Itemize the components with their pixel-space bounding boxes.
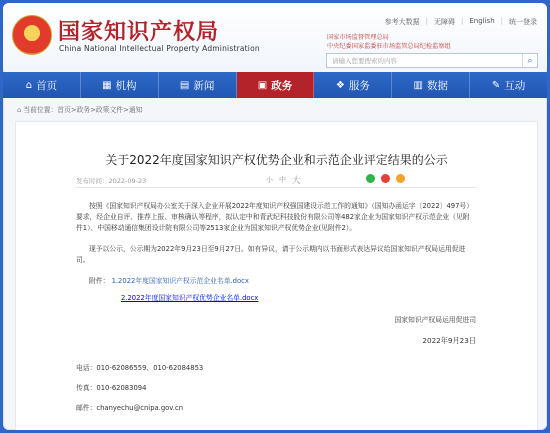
location-icon: ⌂ <box>17 106 22 114</box>
contact-email[interactable]: 邮件：chanyechu@cnipa.gov.cn <box>76 404 184 413</box>
interaction-icon: ✎ <box>491 79 501 91</box>
site-subtitle: China National Intellectual Property Administration <box>59 44 260 53</box>
search-input[interactable]: 请输入您要搜索的内容 <box>332 57 397 65</box>
national-emblem-icon <box>12 15 52 55</box>
font-size-small[interactable]: 小 <box>266 176 273 184</box>
top-link-accessibility[interactable]: 无障碍 <box>434 18 455 26</box>
nav-label: 机构 <box>115 79 137 92</box>
browser-frame <box>3 3 547 430</box>
news-icon: ▤ <box>179 79 190 91</box>
top-link-english[interactable]: English <box>469 17 495 25</box>
font-size-medium[interactable]: 中 <box>279 176 286 184</box>
org-links <box>327 34 451 51</box>
separator: | <box>461 17 464 25</box>
font-size-switcher <box>266 175 301 186</box>
site-header <box>3 3 547 69</box>
site-title[interactable]: 国家知识产权局 <box>58 20 220 45</box>
nav-item-institutions[interactable] <box>81 72 159 98</box>
wechat-icon[interactable] <box>366 174 375 183</box>
search-icon[interactable]: ⌕ <box>522 54 537 67</box>
nav-label: 服务 <box>348 79 370 92</box>
publish-time: 发布时间：2022-09-23 <box>76 177 147 185</box>
service-icon: ❖ <box>335 79 345 91</box>
org-link-samr[interactable]: 国家市场监督管理总局 <box>327 34 389 41</box>
nav-item-data[interactable] <box>392 72 470 98</box>
breadcrumb-text[interactable]: 当前位置：首页>政务>政策文件>通知 <box>23 106 143 114</box>
font-size-large[interactable]: 大 <box>292 176 301 186</box>
top-link-data[interactable]: 参考大数据 <box>384 18 420 26</box>
separator: | <box>425 17 428 25</box>
share-bar <box>366 174 405 183</box>
contact-fax: 传真：010-62083094 <box>76 384 147 393</box>
data-icon: ▥ <box>413 79 423 91</box>
search-box <box>326 53 538 68</box>
attachment-link-1[interactable]: 1.2022年度国家知识产权示范企业名单.docx <box>111 277 249 286</box>
contact-info <box>76 363 476 415</box>
home-icon: ⌂ <box>25 79 33 91</box>
nav-item-news[interactable] <box>159 72 237 98</box>
nav-item-government[interactable] <box>237 72 315 98</box>
top-links <box>385 17 537 27</box>
article-body <box>76 201 476 423</box>
government-icon: ▣ <box>257 79 268 91</box>
separator: | <box>500 17 503 25</box>
article-card <box>15 121 538 430</box>
attachment-row-1 <box>76 276 476 287</box>
nav-label: 新闻 <box>193 79 215 92</box>
qzone-icon[interactable] <box>396 174 405 183</box>
breadcrumb <box>17 104 142 114</box>
article-title: 关于2022年度国家知识产权优势企业和示范企业评定结果的公示 <box>105 153 448 167</box>
divider <box>76 187 476 188</box>
contact-phone: 电话：010-62086559、010-62084853 <box>76 363 204 372</box>
weibo-icon[interactable] <box>381 174 390 183</box>
paragraph-2: 现予以公示，公示期为2022年9月23日至9月27日。如有异议，请于公示期内以书面形式表达异议给国家知识产权局运用促进司。 <box>76 244 466 264</box>
nav-item-home[interactable] <box>3 72 81 98</box>
nav-label: 互动 <box>504 79 526 92</box>
nav-label: 数据 <box>426 79 448 92</box>
nav-label: 政务 <box>271 79 293 92</box>
nav-item-interaction[interactable] <box>470 72 547 98</box>
signature: 国家知识产权局运用促进司 <box>394 316 476 325</box>
signature-date: 2022年9月23日 <box>422 335 476 345</box>
building-icon: ▦ <box>102 79 112 91</box>
paragraph-1: 按照《国家知识产权局办公室关于深入企业开展2022年度知识产权强国建设示范工作的通知》（国知办函运字〔2022〕497号）要求，经企业自评、推荐上报、审核确认等程序，拟认定中和青武纪科技股份有限公司等482家企业为国家知识产权示范企业（见附件1）、中国移动通信集团设计院有限公司等2513家企业为国家知识产权优势企业(见附件2）。 <box>76 202 474 233</box>
nav-label: 首页 <box>36 79 58 92</box>
attachment-label: 附件： <box>89 277 110 286</box>
attachment-row-2 <box>76 293 476 304</box>
nav-item-service[interactable] <box>314 72 392 98</box>
top-link-login[interactable]: 统一登录 <box>509 18 537 26</box>
org-link-discipline[interactable]: 中央纪委国家监委驻市场监管总局纪检监察组 <box>327 42 451 50</box>
attachment-link-2[interactable]: 2.2022年度国家知识产权优势企业名单.docx <box>121 294 259 303</box>
main-nav <box>3 72 547 98</box>
